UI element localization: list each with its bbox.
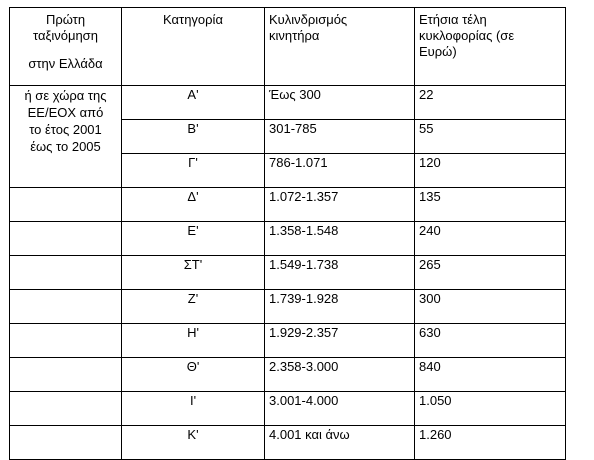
annual-fee-cell: 55 <box>415 120 566 154</box>
table-row <box>10 426 566 460</box>
road-tax-table <box>9 7 566 460</box>
annual-fee-cell: 1.260 <box>415 426 566 460</box>
category-cell: Ι' <box>122 392 265 426</box>
category-cell: Η' <box>122 324 265 358</box>
first-registration-period: ή σε χώρα της ΕΕ/ΕΟΧ από το έτος 2001 έως το 2005 <box>10 86 122 188</box>
category-cell: Γ' <box>122 154 265 188</box>
table-row <box>10 188 566 222</box>
annual-fee-cell: 240 <box>415 222 566 256</box>
engine-capacity-cell: 2.358-3.000 <box>265 358 415 392</box>
annual-fee-cell: 840 <box>415 358 566 392</box>
engine-capacity-cell: 1.358-1.548 <box>265 222 415 256</box>
engine-capacity-cell: 1.739-1.928 <box>265 290 415 324</box>
annual-fee-cell: 630 <box>415 324 566 358</box>
table-row <box>10 86 566 120</box>
engine-capacity-cell: 1.072-1.357 <box>265 188 415 222</box>
annual-fee-cell: 265 <box>415 256 566 290</box>
empty-cell <box>10 426 122 460</box>
category-cell: Κ' <box>122 426 265 460</box>
category-cell: Ζ' <box>122 290 265 324</box>
header-category: Κατηγορία <box>122 8 265 86</box>
empty-cell <box>10 222 122 256</box>
table-row <box>10 358 566 392</box>
category-cell: Θ' <box>122 358 265 392</box>
annual-fee-cell: 300 <box>415 290 566 324</box>
header-engine-capacity: Κυλινδρισμός κινητήρα <box>265 8 415 86</box>
empty-cell <box>10 358 122 392</box>
category-cell: Δ' <box>122 188 265 222</box>
annual-fee-cell: 22 <box>415 86 566 120</box>
table-row <box>10 222 566 256</box>
table-row <box>10 290 566 324</box>
engine-capacity-cell: 4.001 και άνω <box>265 426 415 460</box>
empty-cell <box>10 290 122 324</box>
header-first-registration: Πρώτη ταξινόμηση στην Ελλάδα <box>10 8 122 86</box>
category-cell: Ε' <box>122 222 265 256</box>
empty-cell <box>10 188 122 222</box>
category-cell: ΣΤ' <box>122 256 265 290</box>
annual-fee-cell: 120 <box>415 154 566 188</box>
engine-capacity-cell: 3.001-4.000 <box>265 392 415 426</box>
engine-capacity-cell: 301-785 <box>265 120 415 154</box>
empty-cell <box>10 256 122 290</box>
table-row <box>10 392 566 426</box>
engine-capacity-cell: 1.929-2.357 <box>265 324 415 358</box>
empty-cell <box>10 324 122 358</box>
table-row <box>10 324 566 358</box>
empty-cell <box>10 392 122 426</box>
table-header-row <box>10 8 566 86</box>
annual-fee-cell: 1.050 <box>415 392 566 426</box>
engine-capacity-cell: 786-1.071 <box>265 154 415 188</box>
annual-fee-cell: 135 <box>415 188 566 222</box>
table-row <box>10 256 566 290</box>
engine-capacity-cell: Έως 300 <box>265 86 415 120</box>
category-cell: Β' <box>122 120 265 154</box>
category-cell: Α' <box>122 86 265 120</box>
engine-capacity-cell: 1.549-1.738 <box>265 256 415 290</box>
header-annual-fee: Ετήσια τέλη κυκλοφορίας (σε Ευρώ) <box>415 8 566 86</box>
